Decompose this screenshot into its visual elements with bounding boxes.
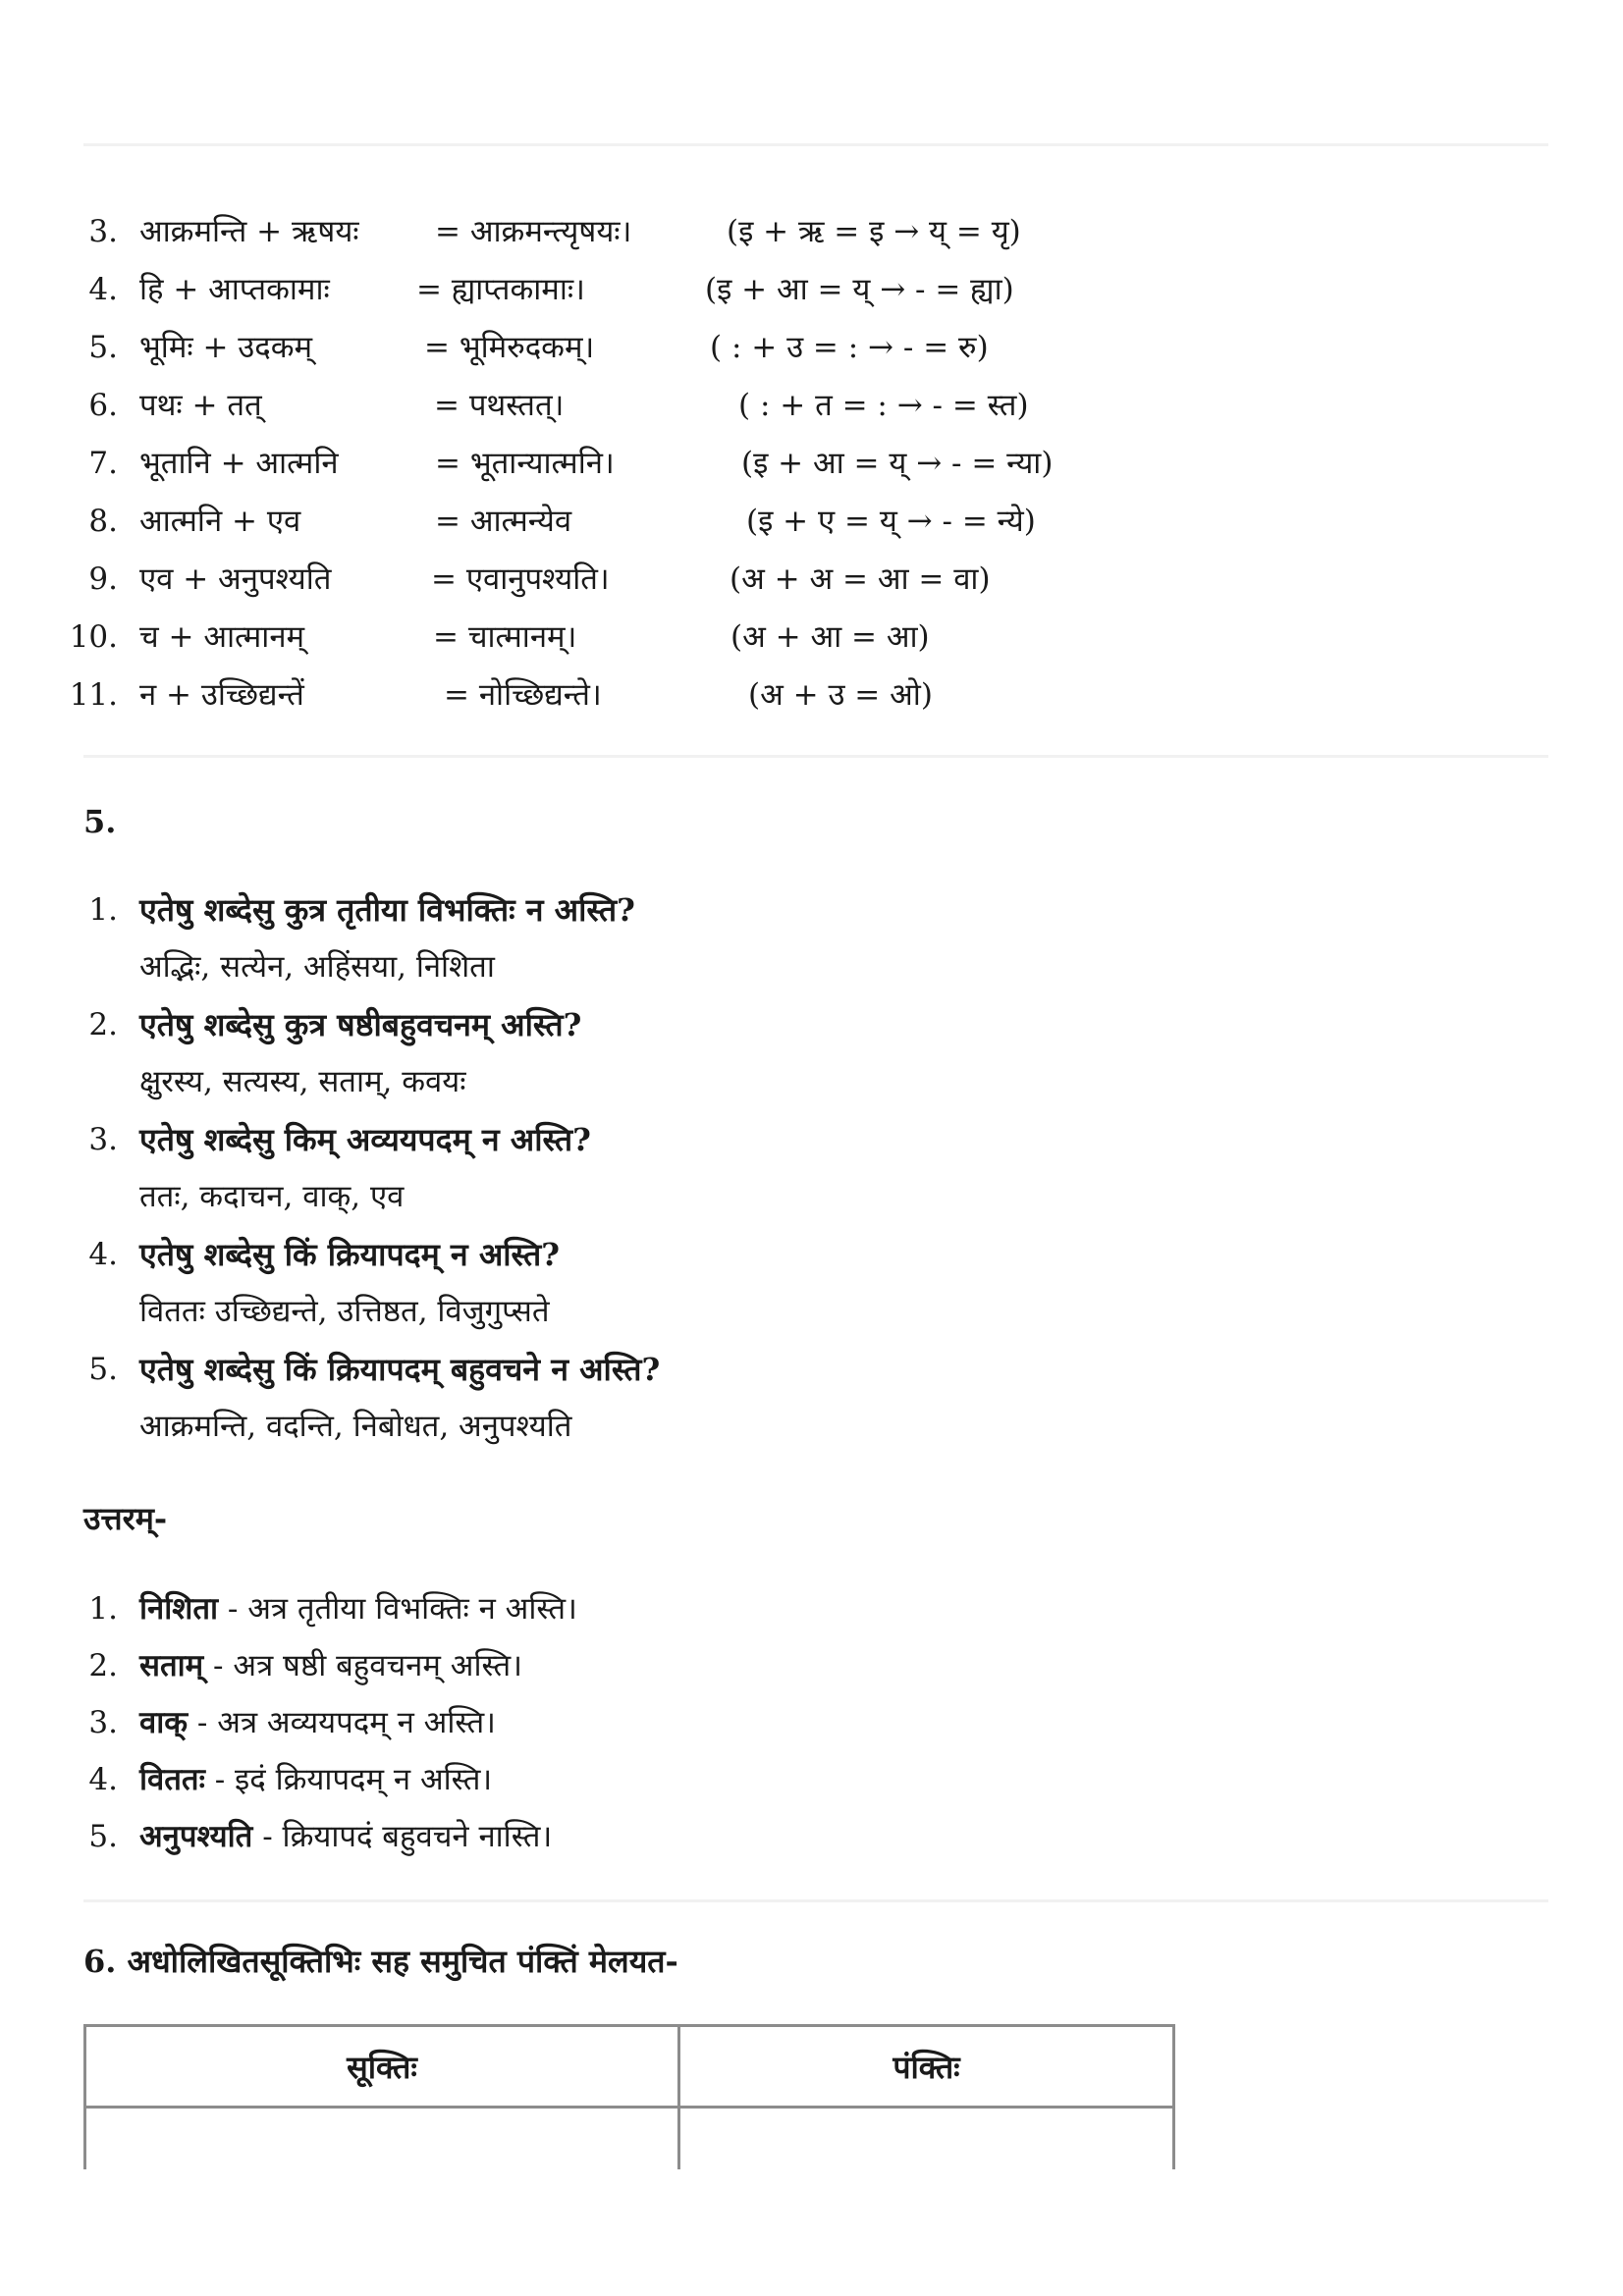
sandhi-rule: (इ + ए = य् → - = न्ये) xyxy=(746,504,1036,539)
row-number: 7. xyxy=(88,446,118,481)
sandhi-words: हि + आप्तकामाः xyxy=(139,272,330,307)
sandhi-rule: (अ + अ = आ = वा) xyxy=(730,561,991,597)
row-number: 11. xyxy=(69,677,118,713)
question-number: 5. xyxy=(88,1352,118,1387)
question-number: 2. xyxy=(88,1007,118,1042)
row-number: 3. xyxy=(88,214,118,249)
row-number: 10. xyxy=(69,619,118,655)
sandhi-words: एव + अनुपश्यति xyxy=(139,561,332,597)
sandhi-result: = एवानुपश्यति। xyxy=(431,561,610,597)
sandhi-result: = ह्याप्तकामाः। xyxy=(416,272,585,307)
table-cell xyxy=(85,2108,679,2170)
sandhi-words: पथः + तत् xyxy=(139,388,262,423)
section-5-heading: 5. xyxy=(83,803,117,840)
question-options: विततः उच्छिद्यन्ते, उत्तिष्ठत, विजुगुप्सते xyxy=(139,1294,550,1329)
answer-word: अनुपश्यति xyxy=(139,1819,253,1854)
answer-text: - इदं क्रियापदम् न अस्ति। xyxy=(204,1762,493,1797)
sandhi-row xyxy=(0,203,1623,260)
table-header-pankti: पंक्तिः xyxy=(679,2026,1174,2108)
sandhi-rule: (अ + उ = ओ) xyxy=(748,677,933,713)
row-number: 6. xyxy=(88,388,118,423)
sandhi-row xyxy=(0,667,1623,723)
sandhi-rule: ( : + त = : → - = स्त) xyxy=(738,388,1029,423)
sandhi-words: आत्मनि + एव xyxy=(139,504,301,539)
sandhi-row xyxy=(0,493,1623,550)
answer-text: - अत्र अव्ययपदम् न अस्ति। xyxy=(188,1705,496,1740)
answer-word: विततः xyxy=(139,1762,205,1797)
question-number: 4. xyxy=(88,1237,118,1272)
section-divider xyxy=(83,755,1548,758)
question-text: एतेषु शब्देसु कुत्र षष्ठीबहुवचनम् अस्ति? xyxy=(139,1006,582,1043)
sandhi-result: = आत्मन्येव xyxy=(435,504,572,539)
answer-text: - अत्र तृतीया विभक्तिः न अस्ति। xyxy=(218,1591,577,1627)
sandhi-rule: (इ + आ = य् → - = न्या) xyxy=(741,446,1054,481)
sandhi-words: आक्रमन्ति + ऋषयः xyxy=(139,214,359,249)
row-number: 8. xyxy=(88,504,118,539)
section-divider xyxy=(83,1899,1548,1902)
table-header-row xyxy=(85,2026,1174,2108)
sandhi-rule: (इ + आ = य् → - = ह्या) xyxy=(705,272,1014,307)
sandhi-row xyxy=(0,261,1623,318)
answer-word: वाक् xyxy=(139,1705,189,1740)
sandhi-words: भूमिः + उदकम् xyxy=(139,330,313,365)
question-text: एतेषु शब्देसु कुत्र तृतीया विभक्तिः न अस्ति? xyxy=(139,891,635,929)
sandhi-rule: ( : + उ = : → - = रु) xyxy=(710,330,989,365)
question-number: 1. xyxy=(88,892,118,928)
question-options: क्षुरस्य, सत्यस्य, सताम्, कवयः xyxy=(139,1064,466,1099)
answer-word: निशिता xyxy=(139,1591,219,1627)
question-options: आक्रमन्ति, वदन्ति, निबोधत, अनुपश्यति xyxy=(139,1409,572,1444)
answer-number: 5. xyxy=(88,1819,118,1854)
question-options: अद्भिः, सत्येन, अहिंसया, निशिता xyxy=(139,949,495,985)
question-text: एतेषु शब्देसु किम् अव्ययपदम् न अस्ति? xyxy=(139,1121,591,1158)
sandhi-result: = पथस्तत्। xyxy=(434,388,565,423)
sandhi-result: = भूमिरुदकम्। xyxy=(424,330,595,365)
sandhi-result: = आक्रमन्त्यृषयः। xyxy=(435,214,632,249)
sandhi-words: न + उच्छिद्यन्तें xyxy=(139,677,304,713)
sandhi-rule: (अ + आ = आ) xyxy=(730,619,930,655)
sandhi-words: च + आत्मानम् xyxy=(139,619,305,655)
answer-text: - क्रियापदं बहुवचने नास्ति। xyxy=(252,1819,553,1854)
table-cell xyxy=(679,2108,1174,2170)
answer-text: - अत्र षष्ठी बहुवचनम् अस्ति। xyxy=(203,1648,522,1683)
sandhi-result: = भूतान्यात्मनि। xyxy=(435,446,615,481)
answer-number: 2. xyxy=(88,1648,118,1683)
table-row xyxy=(85,2108,1174,2170)
answer-word: सताम् xyxy=(139,1648,204,1683)
sandhi-row xyxy=(0,435,1623,492)
sandhi-row xyxy=(0,377,1623,434)
sandhi-row xyxy=(0,609,1623,666)
matching-table xyxy=(83,2024,1175,2169)
answer-number: 3. xyxy=(88,1705,118,1740)
row-number: 9. xyxy=(88,561,118,597)
sandhi-row xyxy=(0,551,1623,608)
question-text: एतेषु शब्देसु किं क्रियापदम् न अस्ति? xyxy=(139,1236,560,1273)
answer-number: 1. xyxy=(88,1591,118,1627)
answer-number: 4. xyxy=(88,1762,118,1797)
table-header-sukti: सूक्तिः xyxy=(85,2026,679,2108)
sandhi-words: भूतानि + आत्मनि xyxy=(139,446,339,481)
question-options: ततः, कदाचन, वाक्, एव xyxy=(139,1179,405,1214)
row-number: 5. xyxy=(88,330,118,365)
sandhi-result: = चात्मानम्। xyxy=(433,619,577,655)
answer-heading: उत्तरम्- xyxy=(83,1500,168,1537)
sandhi-row xyxy=(0,319,1623,376)
question-number: 3. xyxy=(88,1122,118,1157)
section-6-heading: 6. अधोलिखितसूक्तिभिः सह समुचित पंक्तिं मेलयत- xyxy=(83,1943,678,1980)
question-text: एतेषु शब्देसु किं क्रियापदम् बहुवचने न अस्ति? xyxy=(139,1351,661,1388)
top-divider xyxy=(83,143,1548,146)
sandhi-rule: (इ + ऋ = इ → य् = यृ) xyxy=(727,214,1021,249)
sandhi-result: = नोच्छिद्यन्ते। xyxy=(444,677,602,713)
row-number: 4. xyxy=(88,272,118,307)
